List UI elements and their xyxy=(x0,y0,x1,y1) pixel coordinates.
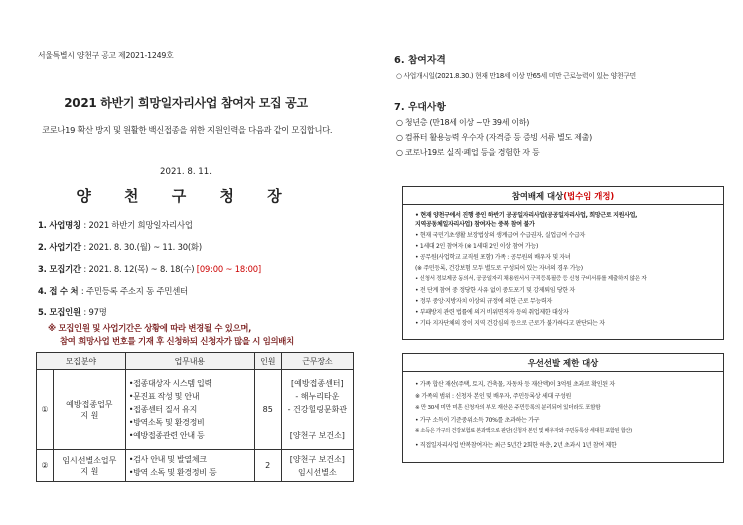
preference-line: ○ 코로나19로 실직·폐업 등을 경험한 자 등 xyxy=(396,148,540,157)
row-place: [양천구 보건소] 임시선별소 xyxy=(281,450,353,482)
row-field: 임시선별소업무 지 원 xyxy=(54,450,126,482)
item-headcount: 5. 모집인원 : 97명 xyxy=(38,307,107,317)
row-number: ① xyxy=(37,370,54,450)
restriction-line: • 가구 소득이 기준중위소득 70%를 초과하는 가구 xyxy=(415,417,540,424)
table-header-row xyxy=(37,353,354,370)
exclusion-line: • 전 단계 참여 중 정당한 사유 없이 중도포기 및 강제퇴임 당한 자 xyxy=(415,287,575,294)
notice-number: 서울특별시 양천구 공고 제2021-1249호 xyxy=(38,51,174,60)
restriction-box xyxy=(402,353,724,463)
organization-name: 양 천 구 청 장 xyxy=(76,187,296,205)
exclusion-line: • 기타 지자단체의 장이 지역 건강심의 등으로 근로가 불가하다고 판단되는 자 xyxy=(415,320,605,327)
preference-line: ○ 컴퓨터 활용능력 우수자 (자격증 등 증빙 서류 별도 제출) xyxy=(396,133,592,142)
exclusion-line: • 부패방지 관련 법률에 의거 비위면직자 등의 취업제한 대상자 xyxy=(415,309,569,316)
header-tasks: 업무내용 xyxy=(125,353,254,370)
item-reception: 4. 접 수 처 : 주민등록 주소지 동 주민센터 xyxy=(38,286,189,296)
header-count: 인원 xyxy=(254,353,281,370)
restriction-line: ※ 만 30세 미만 미혼 신청자의 부모 재산은 주민등록의 분리되어 있더라도 포함함 xyxy=(415,405,601,411)
row-tasks: • 접종대상자 시스템 입력 • 문진표 작성 및 안내 • 접종센터 질서 유지 • 방역소독 및 환경정비 • 예방접종관련 안내 등 xyxy=(125,370,254,450)
exclusion-line: • 신청서 정보제공 동의서, 공공일자리 채용원서서 구직등록필증 등 신청 구비서류를 제출하지 않은 자 xyxy=(415,276,647,282)
exclusion-line: • 현재 국민기초생활 보장법상의 생계급여 수급권자, 실업급여 수급자 xyxy=(415,232,585,239)
row-place: [예방접종센터] - 해누리타운 - 건강힐링문화관 [양천구 보건소] xyxy=(281,370,353,450)
row-field: 예방접종업무 지 원 xyxy=(54,370,126,450)
recruitment-table xyxy=(36,352,354,482)
exclusion-box xyxy=(402,186,724,340)
row-count: 85 xyxy=(254,370,281,450)
exclusion-line: • 정부 중앙·지방자치 이상의 규정에 의한 근로 무능력자 xyxy=(415,298,553,305)
exclusion-line: • 현재 양천구에서 진행 중인 하반기 공공일자리사업(공공일자리사업, 희망근로 지원사업, xyxy=(415,212,638,219)
item-project-name: 1. 사업명칭 : 2021 하반기 희망일자리사업 xyxy=(38,220,193,230)
exclusion-title: 참여배제 대상(법수임 개정) xyxy=(511,191,615,201)
restriction-line: ※ 가족의 범위 : 신청자 본인 및 배우자, 주민등록상 세대 구성원 xyxy=(415,393,572,400)
exclusion-line: (※ 주민등록, 건강보험 모두 별도로 구성되어 있는 자녀의 경우 가능) xyxy=(415,265,583,272)
notice-intro: 코로나19 확산 방지 및 원활한 백신접종을 위한 지원인력을 다음과 같이 모집합니다. xyxy=(42,125,333,135)
warning-line-2: 참여 희망사업 번호를 기재 후 신청하되 신청자가 많을 시 임의배치 xyxy=(60,336,294,346)
exclusion-line: • 공무원(사업학교 교직원 포함) 가족 : 공무원의 배우자 및 자녀 xyxy=(415,254,571,261)
notice-date: 2021. 8. 11. xyxy=(160,167,212,177)
qualification-heading: 6. 참여자격 xyxy=(394,55,446,66)
exclusion-line: • 1세대 2인 참여자 (※ 1세대 2인 이상 참여 가능) xyxy=(415,243,539,250)
preference-line: ○ 청년층 (만18세 이상 ~만 39세 이하) xyxy=(396,118,530,127)
restriction-line: ※ 소득은 가구의 건강보험료 본과액으로 판단(신청자 본인 및 배우자와 주민등록상 세대원 포함된 합산) xyxy=(415,428,632,434)
notice-title: 2021 하반기 희망일자리사업 참여자 모집 공고 xyxy=(64,96,308,110)
table-row xyxy=(37,450,354,482)
qualification-line: ○ 사업개시일(2021.8.30.) 현재 만18세 이상 만65세 미만 근로능력이 있는 양천구민 xyxy=(396,72,636,80)
item-recruit-period: 3. 모집기간 : 2021. 8. 12(목) ~ 8. 18(수) [09:00 ~ 18:00] xyxy=(38,264,261,274)
exclusion-line: 지역공동체일자리사업) 참여자는 중복 참여 불가 xyxy=(415,221,535,228)
restriction-title: 우선선발 제한 대상 xyxy=(527,358,599,368)
restriction-line: • 가족 합산 재산(주택, 토지, 건축물, 자동차 등 재산액)이 3억원 초과로 확인된 자 xyxy=(415,381,615,388)
table-row xyxy=(37,370,354,450)
row-tasks: • 검사 안내 및 발열체크 • 방역 소독 및 환경정비 등 xyxy=(125,450,254,482)
header-field: 모집분야 xyxy=(37,353,126,370)
warning-line-1: ※ 모집인원 및 사업기간은 상황에 따라 변경될 수 있으며, xyxy=(48,323,252,333)
exclusion-divider xyxy=(403,204,723,205)
preference-heading: 7. 우대사항 xyxy=(394,102,446,113)
row-count: 2 xyxy=(254,450,281,482)
notice-right-page xyxy=(372,0,743,525)
row-number: ② xyxy=(37,450,54,482)
restriction-line: • 직접일자리사업 반복참여자는 최근 5년간 2회한 하층, 2년 초과시 1년 참여 제한 xyxy=(415,442,617,449)
item-project-period: 2. 사업기간 : 2021. 8. 30.(월) ~ 11. 30(화) xyxy=(38,242,202,252)
restriction-divider xyxy=(403,371,723,372)
header-place: 근무장소 xyxy=(281,353,353,370)
